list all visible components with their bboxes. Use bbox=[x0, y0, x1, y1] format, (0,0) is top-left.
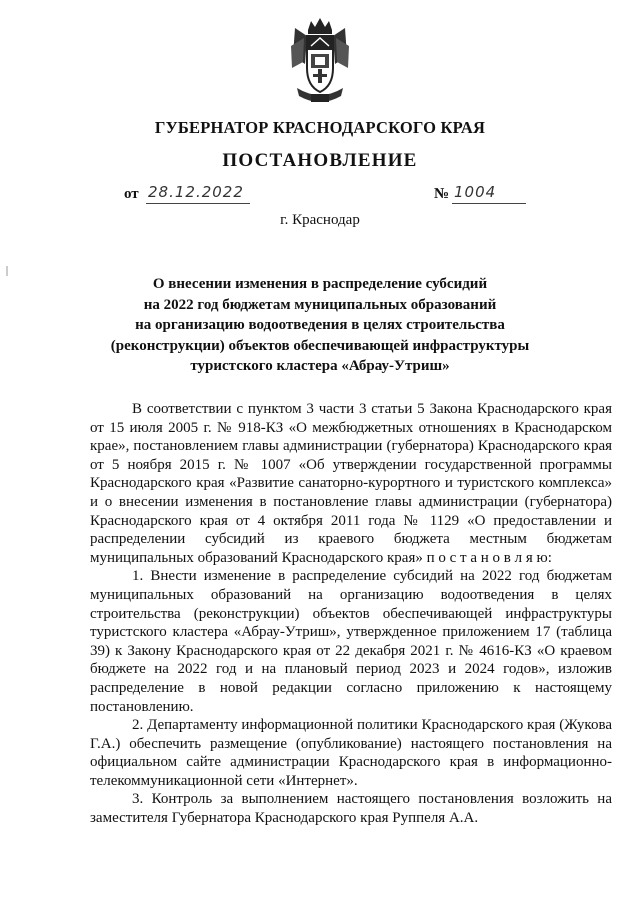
date-label: от bbox=[124, 186, 139, 202]
clause-1: 1. Внести изменение в распределение субсидий на 2022 год бюджетам муниципальных образований на организацию водоотведения в целях строительства (реконструкции) объектов обеспечивающей инфраструктуры туристского кластера «Абрау-Утриш», утвержденное приложением 17 (таблица 39) к Закону Краснодарского края от 22 декабря 2021 г. № 4616-КЗ «О краевом бюджете на 2022 год и на плановый период 2023 и 2024 годов», изложив распределение в новой редакции согласно приложению к настоящему постановлению. bbox=[90, 568, 612, 715]
clause-3: 3. Контроль за выполнением настоящего постановления возложить на заместителя Губернатора Краснодарского края Руппеля А.А. bbox=[90, 791, 612, 827]
date-value: 28.12.2022 bbox=[148, 183, 244, 201]
title-line: туристского кластера «Абрау-Утриш» bbox=[190, 358, 450, 374]
issuing-authority: ГУБЕРНАТОР КРАСНОДАРСКОГО КРАЯ bbox=[154, 118, 486, 137]
title-line: О внесении изменения в распределение субсидий bbox=[152, 276, 488, 292]
coat-of-arms-icon bbox=[289, 16, 351, 104]
title-line: на организацию водоотведения в целях строительства bbox=[135, 317, 505, 333]
number-label: № bbox=[434, 186, 450, 202]
title-line: на 2022 год бюджетам муниципальных образований bbox=[143, 296, 497, 313]
document-body bbox=[90, 400, 612, 828]
date-underline bbox=[146, 203, 250, 204]
document-type: ПОСТАНОВЛЕНИЕ bbox=[222, 150, 418, 171]
city: г. Краснодар bbox=[280, 212, 360, 228]
clause-2: 2. Департаменту информационной политики Краснодарского края (Жукова Г.А.) обеспечить размещение (опубликование) настоящего постановления на официальном сайте администрации Краснодарского края в информационно-телекоммуникационной сети «Интернет». bbox=[90, 717, 612, 789]
number-value: 1004 bbox=[454, 183, 497, 201]
number-underline bbox=[452, 203, 526, 204]
preamble-paragraph: В соответствии с пунктом 3 части 3 статьи 5 Закона Краснодарского края от 15 июля 2005 г. № 918-КЗ «О межбюджетных отношениях в Краснодарском крае», постановлением главы администрации (губернатора) Краснодарского края от 5 ноября 2015 г. № 1007 «Об утверждении государственной программы Краснодарского края «Развитие санаторно-курортного и туристского комплекса» и о внесении изменения в постановление главы администрации (губернатора) Краснодарского края от 4 октября 2011 года № 1129 «О предоставлении и распределении субсидий из краевого бюджета местным бюджетам муниципальных образований Краснодарского края» п о с т а н о в л я ю: bbox=[90, 401, 612, 566]
title-line: (реконструкции) объектов обеспечивающей инфраструктуры bbox=[110, 337, 530, 354]
date-number-row bbox=[118, 183, 538, 210]
document-title bbox=[0, 274, 640, 377]
